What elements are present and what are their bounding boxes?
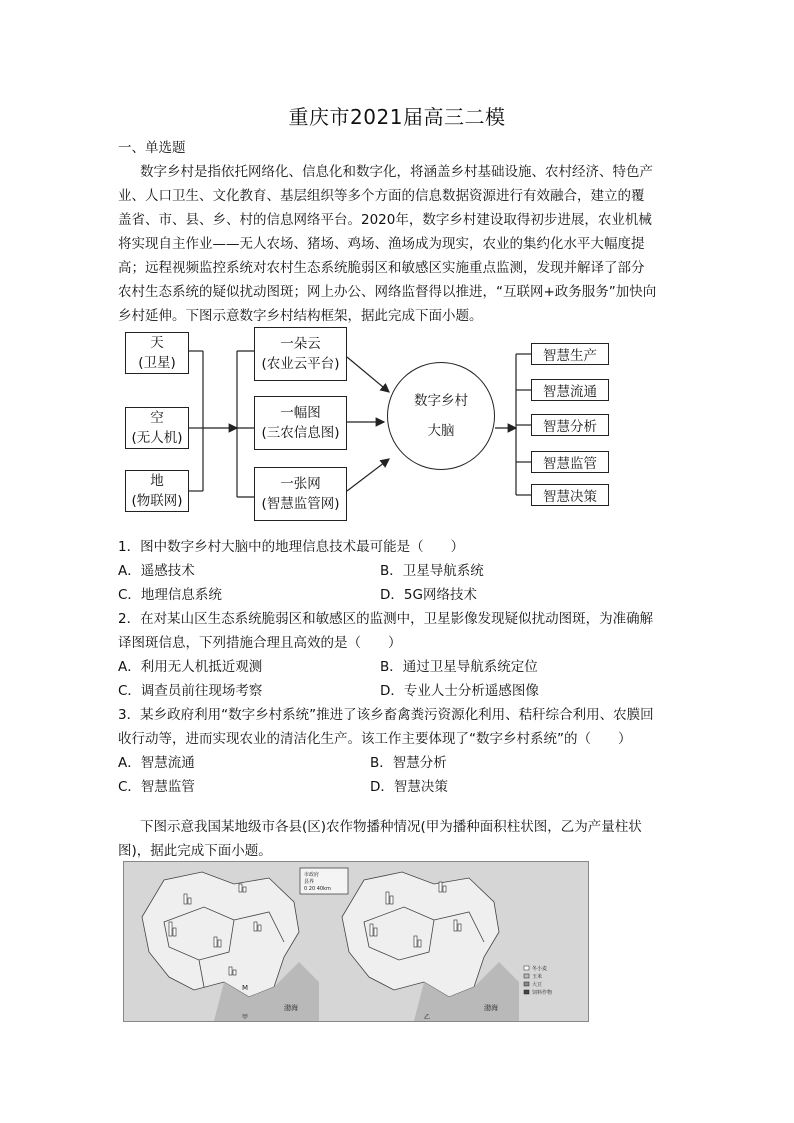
output-box: 智慧流通 (531, 379, 609, 401)
option-b: B．卫星导航系统 (380, 563, 484, 579)
option-d: D．智慧决策 (370, 779, 448, 795)
passage-line: 将实现自主作业——无人农场、猪场、鸡场、渔场成为现实，农业的集约化水平大幅度提 (118, 236, 645, 252)
option-b: B．智慧分析 (370, 755, 447, 771)
source-name: 空 (150, 410, 164, 426)
passage-line: 下图示意我国某地级市各县(区)农作物播种情况(甲为播种面积柱状图，乙为产量柱状 (140, 819, 642, 835)
source-box-drone (125, 407, 189, 449)
option-a: A．利用无人机抵近观测 (118, 659, 263, 675)
option-c: C．地理信息系统 (118, 587, 222, 603)
source-sub: (卫星) (138, 355, 176, 371)
question-stem: 1．图中数字乡村大脑中的地理信息技术最可能是（ ） (118, 539, 465, 555)
legend-boundary: 县界 (304, 879, 315, 885)
platform-sub: (智慧监管网) (261, 496, 340, 512)
output-box: 智慧决策 (531, 484, 609, 506)
platform-sub: (农业云平台) (261, 356, 340, 372)
brain-line2: 大脑 (427, 423, 455, 439)
platform-name: 一朵云 (280, 336, 321, 352)
source-box-iot (125, 470, 189, 512)
crop-legend-item: 冬小麦 (532, 966, 548, 972)
source-sub: (物联网) (131, 493, 183, 509)
passage-line: 盖省、市、县、乡、村的信息网络平台。2020年，数字乡村建设取得初步进展，农业机械 (118, 212, 652, 228)
output-box: 智慧监管 (531, 451, 609, 473)
legend-city: 市政府 (304, 872, 320, 878)
passage-line: 数字乡村是指依托网络化、信息化和数字化，将涵盖乡村基础设施、农村经济、特色产 (140, 164, 653, 180)
brain-line1: 数字乡村 (414, 393, 468, 409)
option-d: D．5G网络技术 (380, 587, 477, 603)
crop-legend-item: 饲料作物 (532, 990, 553, 996)
platform-box-cloud (254, 327, 347, 381)
diagram-connectors (0, 0, 794, 540)
question-stem: 2．在对某山区生态系统脆弱区和敏感区的监测中，卫星影像发现疑似扰动图斑，为准确解 (118, 611, 654, 627)
option-b: B．通过卫星导航系统定位 (380, 659, 538, 675)
sea-left-label: 渤海 (284, 1004, 298, 1012)
digital-village-brain (387, 362, 495, 470)
question-stem: 3．某乡政府利用“数字乡村系统”推进了该乡畜禽粪污资源化利用、秸秆综合利用、农膜回 (118, 707, 654, 723)
option-a: A．遥感技术 (118, 563, 195, 579)
passage-line: 农村生态系统的疑似扰动图斑；网上办公、网络监督得以推进，“互联网+政务服务”加快向 (118, 284, 657, 300)
legend-scale: 0 20 40km (304, 886, 331, 892)
section-heading: 一、单选题 (118, 140, 186, 156)
source-name: 天 (150, 335, 164, 351)
crop-legend-item: 大豆 (532, 982, 543, 988)
question-stem: 译图斑信息，下列措施合理且高效的是（ ） (118, 635, 402, 651)
passage-line: 高；远程视频监控系统对农村生态系统脆弱区和敏感区实施重点监测，发现并解译了部分 (118, 260, 645, 276)
crop-map-svg (124, 862, 588, 1021)
output-box: 智慧生产 (531, 343, 609, 365)
option-a: A．智慧流通 (118, 755, 195, 771)
marker-label: M (242, 984, 249, 992)
option-c: C．智慧监管 (118, 779, 195, 795)
source-name: 地 (150, 473, 164, 489)
map-right-label: 乙 (424, 1014, 431, 1021)
platform-name: 一幅图 (280, 405, 321, 421)
question-stem: 收行动等，进而实现农业的清洁化生产。该工作主要体现了“数字乡村系统”的（ ） (118, 731, 632, 747)
page-title: 重庆市2021届高三二模 (288, 105, 506, 129)
platform-box-map (254, 396, 347, 450)
crop-map-figure (123, 861, 589, 1022)
platform-name: 一张网 (280, 476, 321, 492)
platform-box-network (254, 467, 347, 521)
passage-line: 乡村延伸。下图示意数字乡村结构框架，据此完成下面小题。 (118, 308, 483, 324)
crop-legend-item: 玉米 (532, 974, 543, 980)
output-box: 智慧分析 (531, 414, 609, 436)
sea-right-label: 渤海 (484, 1004, 498, 1012)
map-left-label: 甲 (242, 1014, 249, 1021)
source-box-satellite (125, 332, 189, 374)
passage-line: 图)，据此完成下面小题。 (118, 843, 272, 859)
option-c: C．调查员前往现场考察 (118, 683, 263, 699)
passage-line: 业、人口卫生、文化教育、基层组织等多个方面的信息数据资源进行有效融合，建立的覆 (118, 188, 645, 204)
platform-sub: (三农信息图) (261, 425, 340, 441)
option-d: D．专业人士分析遥感图像 (380, 683, 539, 699)
source-sub: (无人机) (131, 430, 183, 446)
